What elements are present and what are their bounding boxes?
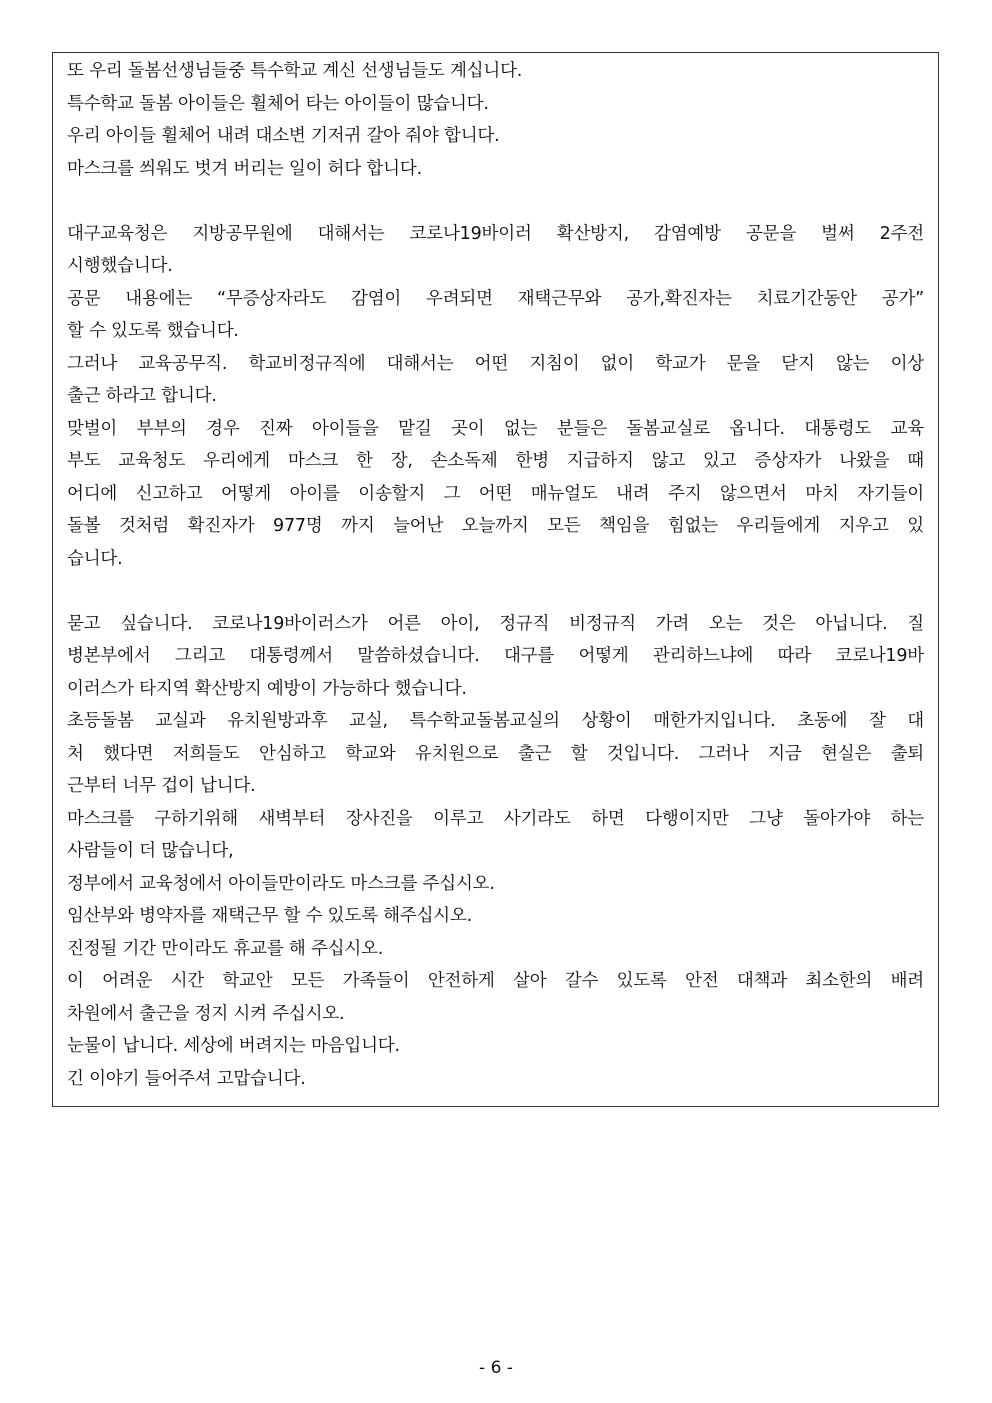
text-line: 차원에서 출근을 정지 시켜 주십시오. xyxy=(67,1003,345,1024)
text-line: 돌볼 것처럼 확진자가 977명 까지 늘어난 오늘까지 모든 책임을 힘없는 우리들에게 지우고 있 xyxy=(67,516,924,536)
text-line: 부도 교육청도 우리에게 마스크 한 장, 손소독제 한병 지급하지 않고 있고 증상자가 나왔을 때 xyxy=(67,451,924,471)
text-line: 시행했습니다. xyxy=(67,256,173,276)
text-line: 임산부와 병약자를 재택근무 할 수 있도록 해주십시오. xyxy=(67,906,473,926)
paragraph-spacer xyxy=(67,185,924,218)
text-line: 마스크를 구하기위해 새벽부터 장사진을 이루고 사기라도 하면 다행이지만 그냥 돌아가야 하는 xyxy=(67,808,924,829)
text-line: 사람들이 더 많습니다, xyxy=(67,841,234,861)
text-line: 출근 하라고 합니다. xyxy=(67,386,217,406)
text-line: 병본부에서 그리고 대통령께서 말씀하셨습니다. 대구를 어떻게 관리하느냐에 따라 코로나19바 xyxy=(67,646,924,666)
text-line: 습니다. xyxy=(67,548,123,569)
text-line: 긴 이야기 들어주셔 고맙습니다. xyxy=(67,1068,306,1089)
text-line: 우리 아이들 휠체어 내려 대소변 기저귀 갈아 줘야 합니다. xyxy=(67,126,500,146)
text-line: 대구교육청은 지방공무원에 대해서는 코로나19바이러 확산방지, 감염예방 공문을 벌써 2주전 xyxy=(67,223,924,244)
text-line: 할 수 있도록 했습니다. xyxy=(67,321,239,341)
text-line: 초등돌봄 교실과 유치원방과후 교실, 특수학교돌봄교실의 상황이 매한가지입니다. 초동에 잘 대 xyxy=(67,711,924,731)
text-line: 또 우리 돌봄선생님들중 특수학교 계신 선생님들도 계십니다. xyxy=(67,61,523,81)
text-line: 묻고 싶습니다. 코로나19바이러스가 어른 아이, 정규직 비정규직 가려 오는 것은 아닙니다. 질 xyxy=(67,613,924,634)
text-line: 근부터 너무 겁이 납니다. xyxy=(67,776,256,796)
text-line: 그러나 교육공무직. 학교비정규직에 대해서는 어떤 지침이 없이 학교가 문을 닫지 않는 이상 xyxy=(67,353,924,374)
letter-text-box xyxy=(52,52,939,1107)
paragraph-spacer xyxy=(67,575,924,608)
paragraph-special-school xyxy=(67,55,924,185)
text-line: 공문 내용에는 “무증상자라도 감염이 우려되면 재택근무와 공가,확진자는 치료기간동안 공가” xyxy=(67,288,924,309)
paragraph-education-office xyxy=(67,218,924,576)
text-line: 맞벌이 부부의 경우 진짜 아이들을 맡길 곳이 없는 분들은 돌봄교실로 옵니다. 대통령도 교육 xyxy=(67,418,924,439)
text-line: 이러스가 타지역 확산방지 예방이 가능하다 했습니다. xyxy=(67,678,467,699)
text-line: 진정될 기간 만이라도 휴교를 해 주십시오. xyxy=(67,938,384,959)
text-line: 눈물이 납니다. 세상에 버려지는 마음입니다. xyxy=(67,1036,400,1056)
text-line: 어디에 신고하고 어떻게 아이를 이송할지 그 어떤 매뉴얼도 내려 주지 않으면서 마치 자기들이 xyxy=(67,483,924,504)
text-line: 처 했다면 저희들도 안심하고 학교와 유치원으로 출근 할 것입니다. 그러나 지금 현실은 출퇴 xyxy=(67,743,924,764)
page-number: - 6 - xyxy=(479,1358,513,1378)
text-line: 이 어려운 시간 학교안 모든 가족들이 안전하게 살아 갈수 있도록 안전 대책과 최소한의 배려 xyxy=(67,971,924,991)
text-line: 정부에서 교육청에서 아이들만이라도 마스크를 주십시오. xyxy=(67,873,495,894)
text-line: 마스크를 씌워도 벗겨 버리는 일이 허다 합니다. xyxy=(67,158,422,179)
paragraph-requests xyxy=(67,608,924,1096)
text-line: 특수학교 돌봄 아이들은 휠체어 타는 아이들이 많습니다. xyxy=(67,93,489,114)
